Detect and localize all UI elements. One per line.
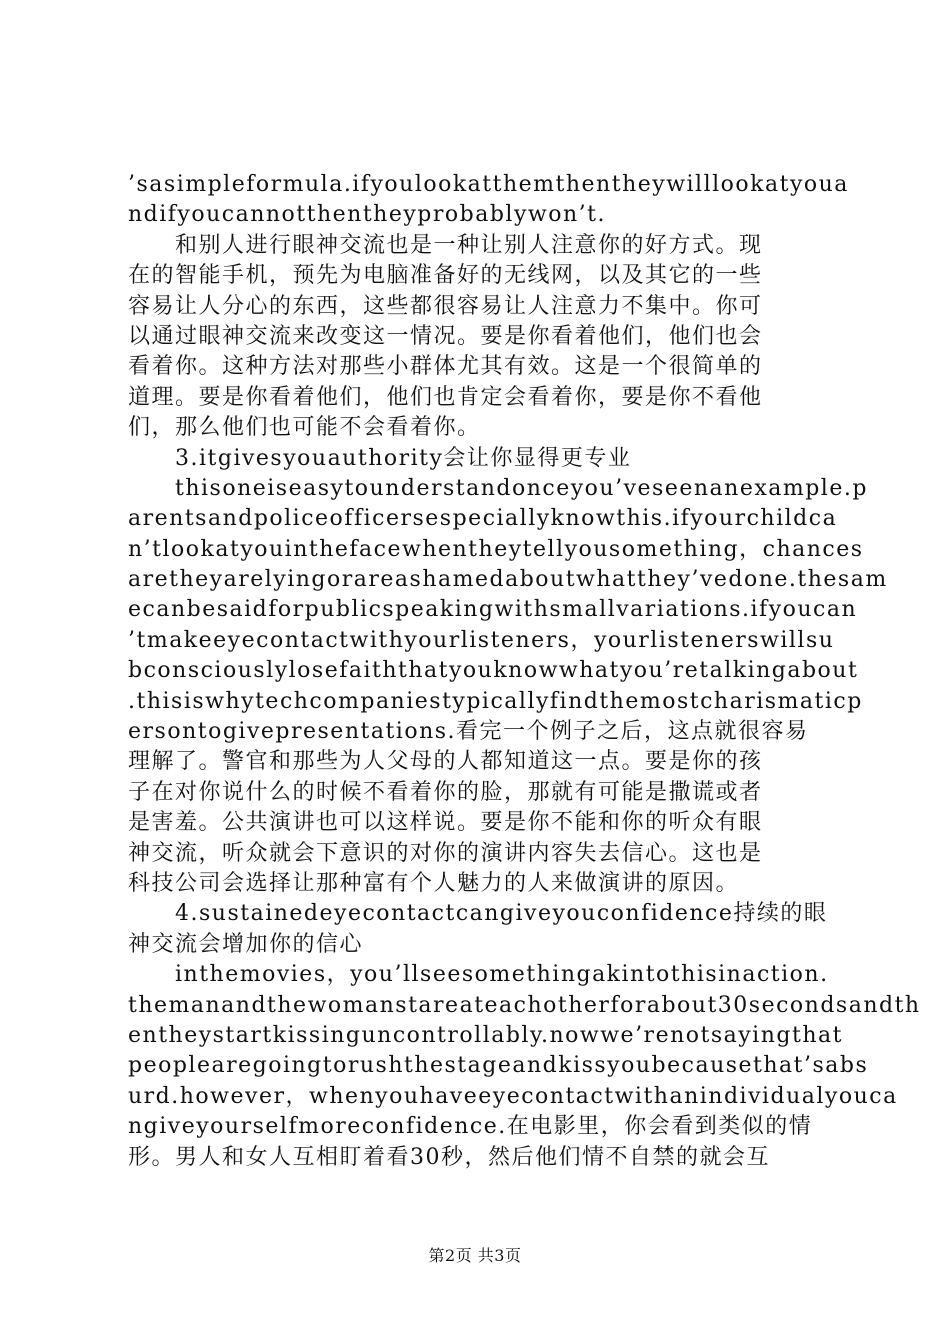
page-number-footer: 第2页 共3页 — [428, 1246, 522, 1265]
text-line: 们，那么他们也可能不会看着你。 — [128, 415, 481, 441]
text-line: thisoneiseasytounderstandonceyou’veseenanexample.p — [128, 475, 868, 501]
text-line: 形。男人和女人互相盯着看30秒，然后他们情不自禁的就会互 — [128, 1144, 770, 1170]
body-text — [128, 170, 921, 1173]
text-line: aretheyarelyingorareashamedaboutwhatthey’vedone.thesam — [128, 567, 888, 593]
text-line: 在的智能手机，预先为电脑准备好的无线网，以及其它的一些 — [128, 263, 763, 289]
text-line: ’sasimpleformula.ifyoulookatthemthentheywilllookatyoua — [128, 172, 849, 197]
text-line: 科技公司会选择让那种富有个人魅力的人来做演讲的原因。 — [128, 870, 740, 896]
text-line: ngiveyourselfmoreconfidence.在电影里，你会看到类似的情 — [128, 1114, 813, 1140]
section-heading: 神交流会增加你的信心 — [128, 931, 364, 957]
text-line: themanandthewomanstareateachotherforabout30secondsandth — [128, 992, 921, 1018]
text-line: 看着你。这种方法对那些小群体尤其有效。这是一个很简单的 — [128, 354, 763, 380]
text-line: ’tmakeeyecontactwithyourlisteners，yourlistenerswillsu — [128, 627, 835, 653]
text-line: urd.however，whenyouhaveeyecontactwithanindividualyouca — [128, 1083, 898, 1109]
text-line: .thisiswhytechcompaniestypicallyfindthemostcharismaticp — [128, 688, 863, 714]
text-line: n’tlookatyouinthefacewhentheytellyousomething，chances — [128, 536, 864, 562]
text-line: 道理。要是你看着他们，他们也肯定会看着你，要是你不看他 — [128, 384, 763, 410]
text-line: 神交流，听众就会下意识的对你的演讲内容失去信心。这也是 — [128, 840, 763, 866]
text-line: ersontogivepresentations.看完一个例子之后，这点就很容易 — [128, 719, 809, 745]
text-line: arentsandpoliceofficersespeciallyknowthis.ifyourchildca — [128, 506, 838, 532]
text-line: bconsciouslylosefaiththatyouknowwhatyou’retalkingabout — [128, 658, 859, 684]
text-line: 理解了。警官和那些为人父母的人都知道这一点。要是你的孩 — [128, 749, 763, 775]
text-line: 是害羞。公共演讲也可以这样说。要是你不能和你的听众有眼 — [128, 810, 763, 836]
text-line: 子在对你说什么的时候不看着你的脸，那就有可能是撒谎或者 — [128, 779, 763, 805]
text-line: entheystartkissinguncontrollably.nowwe’renotsayingthat — [128, 1022, 843, 1048]
section-heading: 4.sustainedeyecontactcangiveyouconfidence持续的眼 — [128, 901, 828, 927]
text-line: ndifyoucannotthentheyprobablywon’t. — [128, 202, 606, 228]
text-line: peoplearegoingtorushthestageandkissyoubecausethat’sabs — [128, 1053, 869, 1079]
text-line: ecanbesaidforpublicspeakingwithsmallvariations.ifyoucan — [128, 597, 858, 623]
section-heading: 3.itgivesyouauthority会让你显得更专业 — [128, 445, 632, 471]
text-line: inthemovies，you’llseesomethingakintothisinaction. — [128, 962, 829, 988]
text-line: 和别人进行眼神交流也是一种让别人注意你的好方式。现 — [128, 232, 763, 258]
text-line: 以通过眼神交流来改变这一情况。要是你看着他们，他们也会 — [128, 323, 763, 349]
text-line: 容易让人分心的东西，这些都很容易让人注意力不集中。你可 — [128, 293, 763, 319]
